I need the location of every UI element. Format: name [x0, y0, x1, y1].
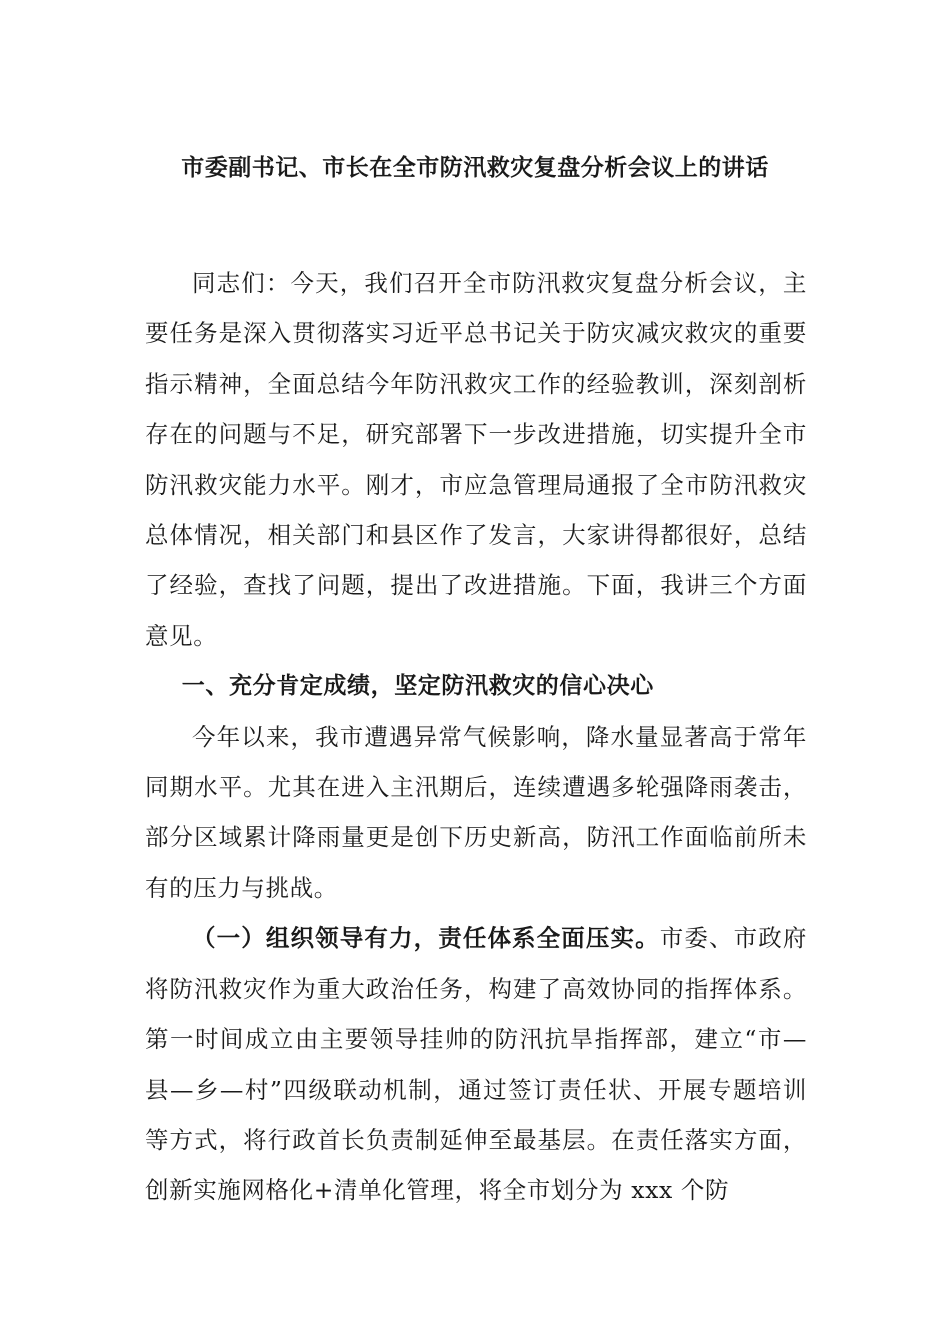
- document-title: 市委副书记、市长在全市防汛救灾复盘分析会议上的讲话: [181, 155, 769, 181]
- intro-paragraph: 同志们：今天，我们召开全市防汛救灾复盘分析会议，主要任务是深入贯彻落实习近平总书记关于防灾减灾救灾的重要指示精神，全面总结今年防汛救灾工作的经验教训，深刻剖析存在的问题与不足，研究部署下一步改进措施，切实提升全市防汛救灾能力水平。刚才，市应急管理局通报了全市防汛救灾总体情况，相关部门和县区作了发言，大家讲得都很好，总结了经验，查找了问题，提出了改进措施。下面，我讲三个方面意见。: [145, 269, 807, 650]
- subsection-1-text: 市委、市政府将防汛救灾作为重大政治任务，构建了高效协同的指挥体系。第一时间成立由主要领导挂帅的防汛抗旱指挥部，建立“市—县—乡—村”四级联动机制，通过签订责任状、开展专题培训等方式，将行政首长负责制延伸至最基层。在责任落实方面，创新实施网格化+清单化管理，将全市划分为 xxx 个防: [145, 924, 807, 1205]
- subsection-1-lead: （一）组织领导有力，责任体系全面压实。: [192, 924, 660, 953]
- section-1-paragraph: 今年以来，我市遭遇异常气候影响，降水量显著高于常年同期水平。尤其在进入主汛期后，连续遭遇多轮强降雨袭击，部分区域累计降雨量更是创下历史新高，防汛工作面临前所未有的压力与挑战。: [145, 722, 807, 902]
- subsection-1-paragraph: [145, 913, 807, 1215]
- section-heading-1: 一、充分肯定成绩，坚定防汛救灾的信心决心: [181, 673, 654, 700]
- document-body: [145, 258, 807, 1216]
